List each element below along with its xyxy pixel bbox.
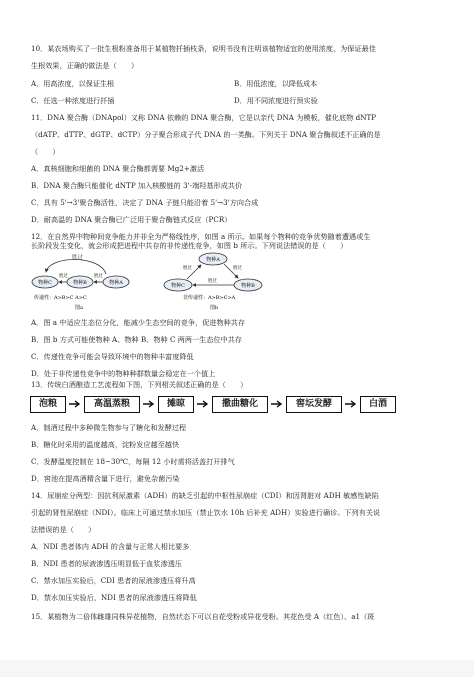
node-species-a-b-label: 物种A <box>206 257 220 263</box>
q11-option-c: C．具有 5'→3'聚合酶活性，决定了 DNA 子链只能沿着 5'→3'方向合成 <box>31 198 259 207</box>
figure-b-arrow-label-3: 胜过 <box>183 266 192 271</box>
figure-a <box>32 253 129 311</box>
figure-b-arrow-label-2: 胜过 <box>208 279 217 284</box>
node-species-c-b-label: 物种C <box>171 283 185 289</box>
flow-step-ferment: 窖坛发酵 <box>286 396 342 413</box>
q11-option-b: B．DNA 聚合酶只能催化 dNTP 加入核酸链的 3'-端羟基形成共价 <box>31 181 243 190</box>
flow-step-soak: 泡粮 <box>30 396 66 413</box>
q10-stem-line2: 生根效果，正确的做法是（ ） <box>31 61 139 70</box>
competition-diagram <box>30 247 330 317</box>
figure-a-top-label: 胜过 <box>72 255 84 261</box>
q11-stem-line2: （dATP、dTTP、dGTP、dCTP）分子聚合形成子代 DNA 的一类酶。下列关于 DNA 聚合酶叙述不正确的是 <box>31 130 381 139</box>
q12-option-b: B．图 b 方式可能使物种 A、物种 B、物种 C 两两一生态位中共存 <box>31 335 243 344</box>
flow-arrow-icon <box>69 400 81 408</box>
q14-stem-line3: 法错误的是（ ） <box>31 525 96 534</box>
flow-arrow-icon <box>143 400 155 408</box>
figure-b <box>164 253 262 311</box>
q12-option-c: C．传递性竞争可能会导致环境中的物种丰富度降低 <box>31 352 194 361</box>
q13-option-c: C．发酵温度控制在 18~30℃，每隔 12 小时需将活盖打开排气 <box>31 457 235 466</box>
q13-option-b: B．糖化时采用的温度越高，淀粉发应越至越快 <box>31 440 180 449</box>
figure-b-caption: 非传递性：A>B>C>A <box>183 295 236 301</box>
q10-option-c: C．任选一种浓度进行扦插 <box>31 96 115 105</box>
q11-option-a: A．真核细胞和细菌的 DNA 聚合酶都需要 Mg2+激活 <box>31 164 205 173</box>
node-species-c-a-label: 物种C <box>38 280 52 286</box>
q12-stem-line1: 12．在自然界中物种间竞争能力并非全为严格线性序，如图 a 所示。如果每个物种的竞争优势随着遭遇或生 <box>31 232 371 241</box>
flow-step-liquor: 白酒 <box>360 396 396 413</box>
flow-arrow-icon <box>345 400 357 408</box>
figure-a-arrow-label-2: 胜过 <box>94 274 103 279</box>
liquor-process-flow <box>30 396 442 416</box>
flow-arrow-icon <box>197 400 209 408</box>
figure-a-top-arrow <box>46 259 106 274</box>
flow-step-saccharify: 撒曲糖化 <box>212 396 268 413</box>
q14-option-a: A．NDI 患者体内 ADH 的含量与正常人相比要多 <box>31 542 190 551</box>
q15-stem-line1: 15．某植物为二倍体雌雄同株异花植物，自然状态下可以自花受粉或异花受粉。其花色受 A（红色）、a1（斑 <box>31 612 375 621</box>
flow-arrow-icon <box>271 400 283 408</box>
flow-step-cool: 摊晾 <box>158 396 194 413</box>
figure-b-arrow-label-1: 胜过 <box>233 266 242 271</box>
q12-option-d: D．处于非传递性竞争中的物种种群数量会稳定在一个值上 <box>31 369 216 378</box>
q12-option-a: A．图 a 中适应生态位分化，能减少生态空间的竞争，促进物种共存 <box>31 318 246 327</box>
node-species-b-b-label: 物种B <box>241 283 255 289</box>
q13-option-d: D．窖池在提高酒精含量下进行，避免杂菌污染 <box>31 474 180 483</box>
q14-option-c: C．禁水加压实验后，CDI 患者的尿液渗透压将升高 <box>31 576 196 585</box>
flow-step-steam: 高温蒸粮 <box>84 396 140 413</box>
q11-option-d: D．耐高温的 DNA 聚合酶已广泛用于聚合酶链式反应（PCR） <box>31 215 232 224</box>
q11-stem-line1: 11．DNA 聚合酶（DNApol）又称 DNA 依赖的 DNA 聚合酶，它是以亲代 DNA 为模板，催化底物 dNTP <box>31 113 377 122</box>
q14-stem-line1: 14．尿崩症分两型：因抗利尿激素（ADH）的缺乏引起的中枢性尿崩症（CDI）和因肾脏对 ADH 敏感性缺陷 <box>31 491 379 500</box>
q14-stem-line2: 引起的肾性尿崩症（NDI）。临床上可通过禁水加压（禁止饮水 10h 后补充 ADH）实验进行确诊。下列有关说 <box>31 508 381 517</box>
figure-a-arrow-label-1: 胜过 <box>59 274 68 279</box>
figure-a-caption: 传递性：A>B>C A>C <box>34 295 87 301</box>
q14-option-d: D．禁水加压实验后，NDI 患者的尿液渗透压将降低 <box>31 593 197 602</box>
q11-stem-line3: （ ） <box>31 147 60 156</box>
q10-stem-line1: 10．某农场购买了一批生根粉准备用于某植物扦插枝条，说明书没有注明该植物适宜的使用浓度，为保证最佳 <box>31 44 376 53</box>
q10-option-d: D．用不同浓度进行预实验 <box>234 96 318 105</box>
figure-a-sub: 图a <box>75 305 83 311</box>
node-species-a-a-label: 物种A <box>109 280 123 286</box>
figure-b-sub: 图b <box>210 305 219 311</box>
node-species-b-a-label: 物种B <box>73 280 87 286</box>
q13-option-a: A．制酒过程中多种微生物参与了糖化和发酵过程 <box>31 423 187 432</box>
page-bottom-strip <box>0 660 474 677</box>
q10-option-b: B．用低浓度，以降低成本 <box>234 79 318 88</box>
q14-option-b: B．NDI 患者的尿液渗透压明显低于血浆渗透压 <box>31 559 183 568</box>
q13-stem: 13．传统白酒酿造工艺流程如下图，下列相关叙述正确的是（ ） <box>31 380 248 389</box>
q10-option-a: A．用高浓度，以保证生根 <box>31 79 115 88</box>
q12-stem-line2: 长阶段发生变化，就会形成把进程中共存的非传递性竞争，如图 b 所示。下列说法错误的是（ ） <box>31 241 348 250</box>
